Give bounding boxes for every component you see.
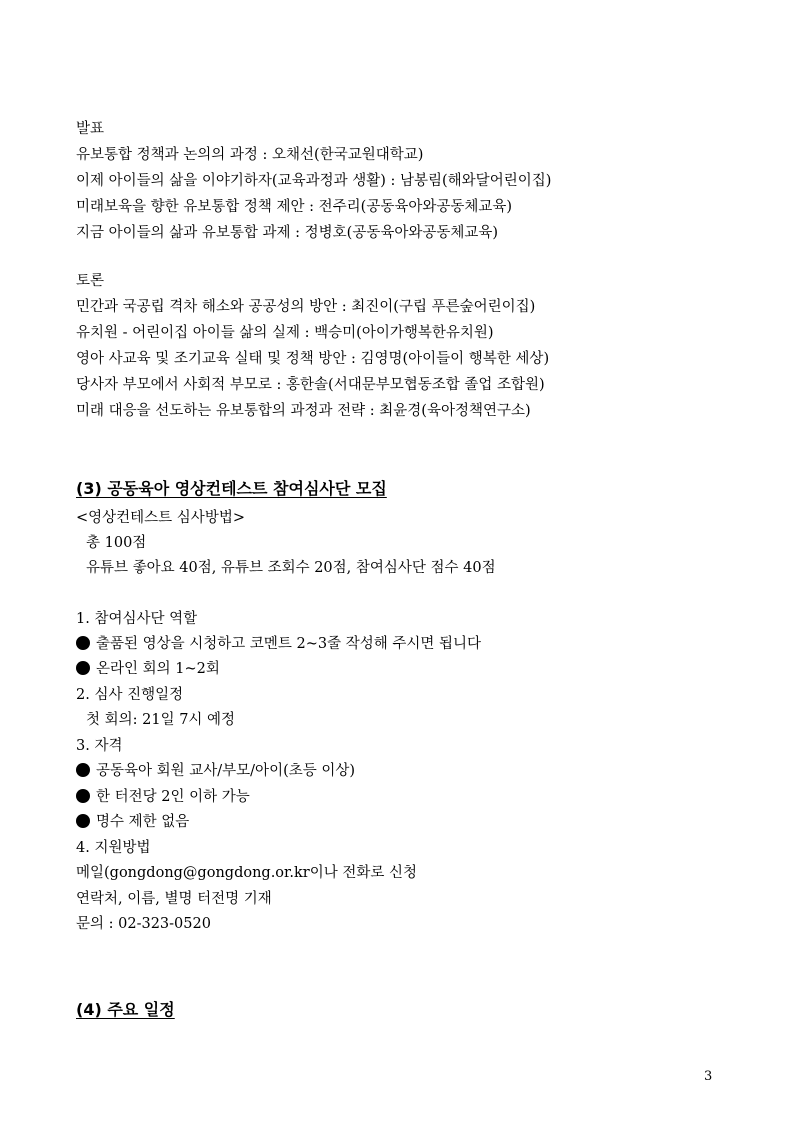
list-item xyxy=(76,635,481,653)
bullet-icon xyxy=(76,661,90,675)
method-detail: 유튜브 좋아요 40점, 유튜브 조회수 20점, 참여심사단 점수 40점 xyxy=(86,560,496,576)
role-item: 온라인 회의 1~2회 xyxy=(96,661,220,677)
bullet-icon xyxy=(76,763,90,777)
discussion-item: 유치원 - 어린이집 아이들 삶의 실제 : 백승미(아이가행복한유치원) xyxy=(76,325,494,341)
section-heading-contest: (3) 공동육아 영상컨테스트 참여심사단 모집 xyxy=(76,479,387,498)
discussion-item: 민간과 국공립 격차 해소와 공공성의 방안 : 최진이(구립 푸른숲어린이집) xyxy=(76,299,536,315)
section-heading-schedule: (4) 주요 일정 xyxy=(76,1000,175,1019)
role-item: 출품된 영상을 시청하고 코멘트 2~3줄 작성해 주시면 됩니다 xyxy=(96,636,482,652)
list-item xyxy=(76,762,355,780)
page-number: 3 xyxy=(704,1069,713,1084)
bullet-icon xyxy=(76,814,90,828)
apply-line: 연락처, 이름, 별명 터전명 기재 xyxy=(76,891,272,907)
discussion-title: 토론 xyxy=(76,273,105,289)
role-title: 1. 참여심사단 역할 xyxy=(76,611,198,627)
qualification-item: 공동육아 회원 교사/부모/아이(초등 이상) xyxy=(96,763,356,779)
discussion-item: 미래 대응을 선도하는 유보통합의 과정과 전략 : 최윤경(육아정책연구소) xyxy=(76,403,531,419)
list-item xyxy=(76,788,250,806)
discussion-item: 영아 사교육 및 조기교육 실태 및 정책 방안 : 김영명(아이들이 행복한 세상) xyxy=(76,351,550,367)
presentation-item: 유보통합 정책과 논의의 과정 : 오채선(한국교원대학교) xyxy=(76,147,424,163)
qualification-title: 3. 자격 xyxy=(76,738,123,754)
qualification-item: 명수 제한 없음 xyxy=(96,814,190,830)
presentation-item: 지금 아이들의 삶과 유보통합 과제 : 정병호(공동육아와공동체교육) xyxy=(76,225,499,241)
bullet-icon xyxy=(76,789,90,803)
schedule-title: 2. 심사 진행일정 xyxy=(76,687,184,703)
apply-line: 문의 : 02-323-0520 xyxy=(76,916,211,932)
qualification-item: 한 터전당 2인 이하 가능 xyxy=(96,789,250,805)
apply-title: 4. 지원방법 xyxy=(76,840,151,856)
presentation-title: 발표 xyxy=(76,121,105,137)
bullet-icon xyxy=(76,636,90,650)
list-item xyxy=(76,660,220,678)
apply-line: 메일(gongdong@gongdong.or.kr이나 전화로 신청 xyxy=(76,865,417,881)
presentation-item: 미래보육을 향한 유보통합 정책 제안 : 전주리(공동육아와공동체교육) xyxy=(76,199,513,215)
method-total: 총 100점 xyxy=(86,535,147,551)
list-item xyxy=(76,813,189,831)
discussion-item: 당사자 부모에서 사회적 부모로 : 홍한솔(서대문부모협동조합 졸업 조합원) xyxy=(76,377,545,393)
method-title: <영상컨테스트 심사방법> xyxy=(76,510,245,526)
presentation-item: 이제 아이들의 삶을 이야기하자(교육과정과 생활) : 남봉림(해와달어린이집) xyxy=(76,173,552,189)
schedule-detail: 첫 회의: 21일 7시 예정 xyxy=(86,712,236,728)
